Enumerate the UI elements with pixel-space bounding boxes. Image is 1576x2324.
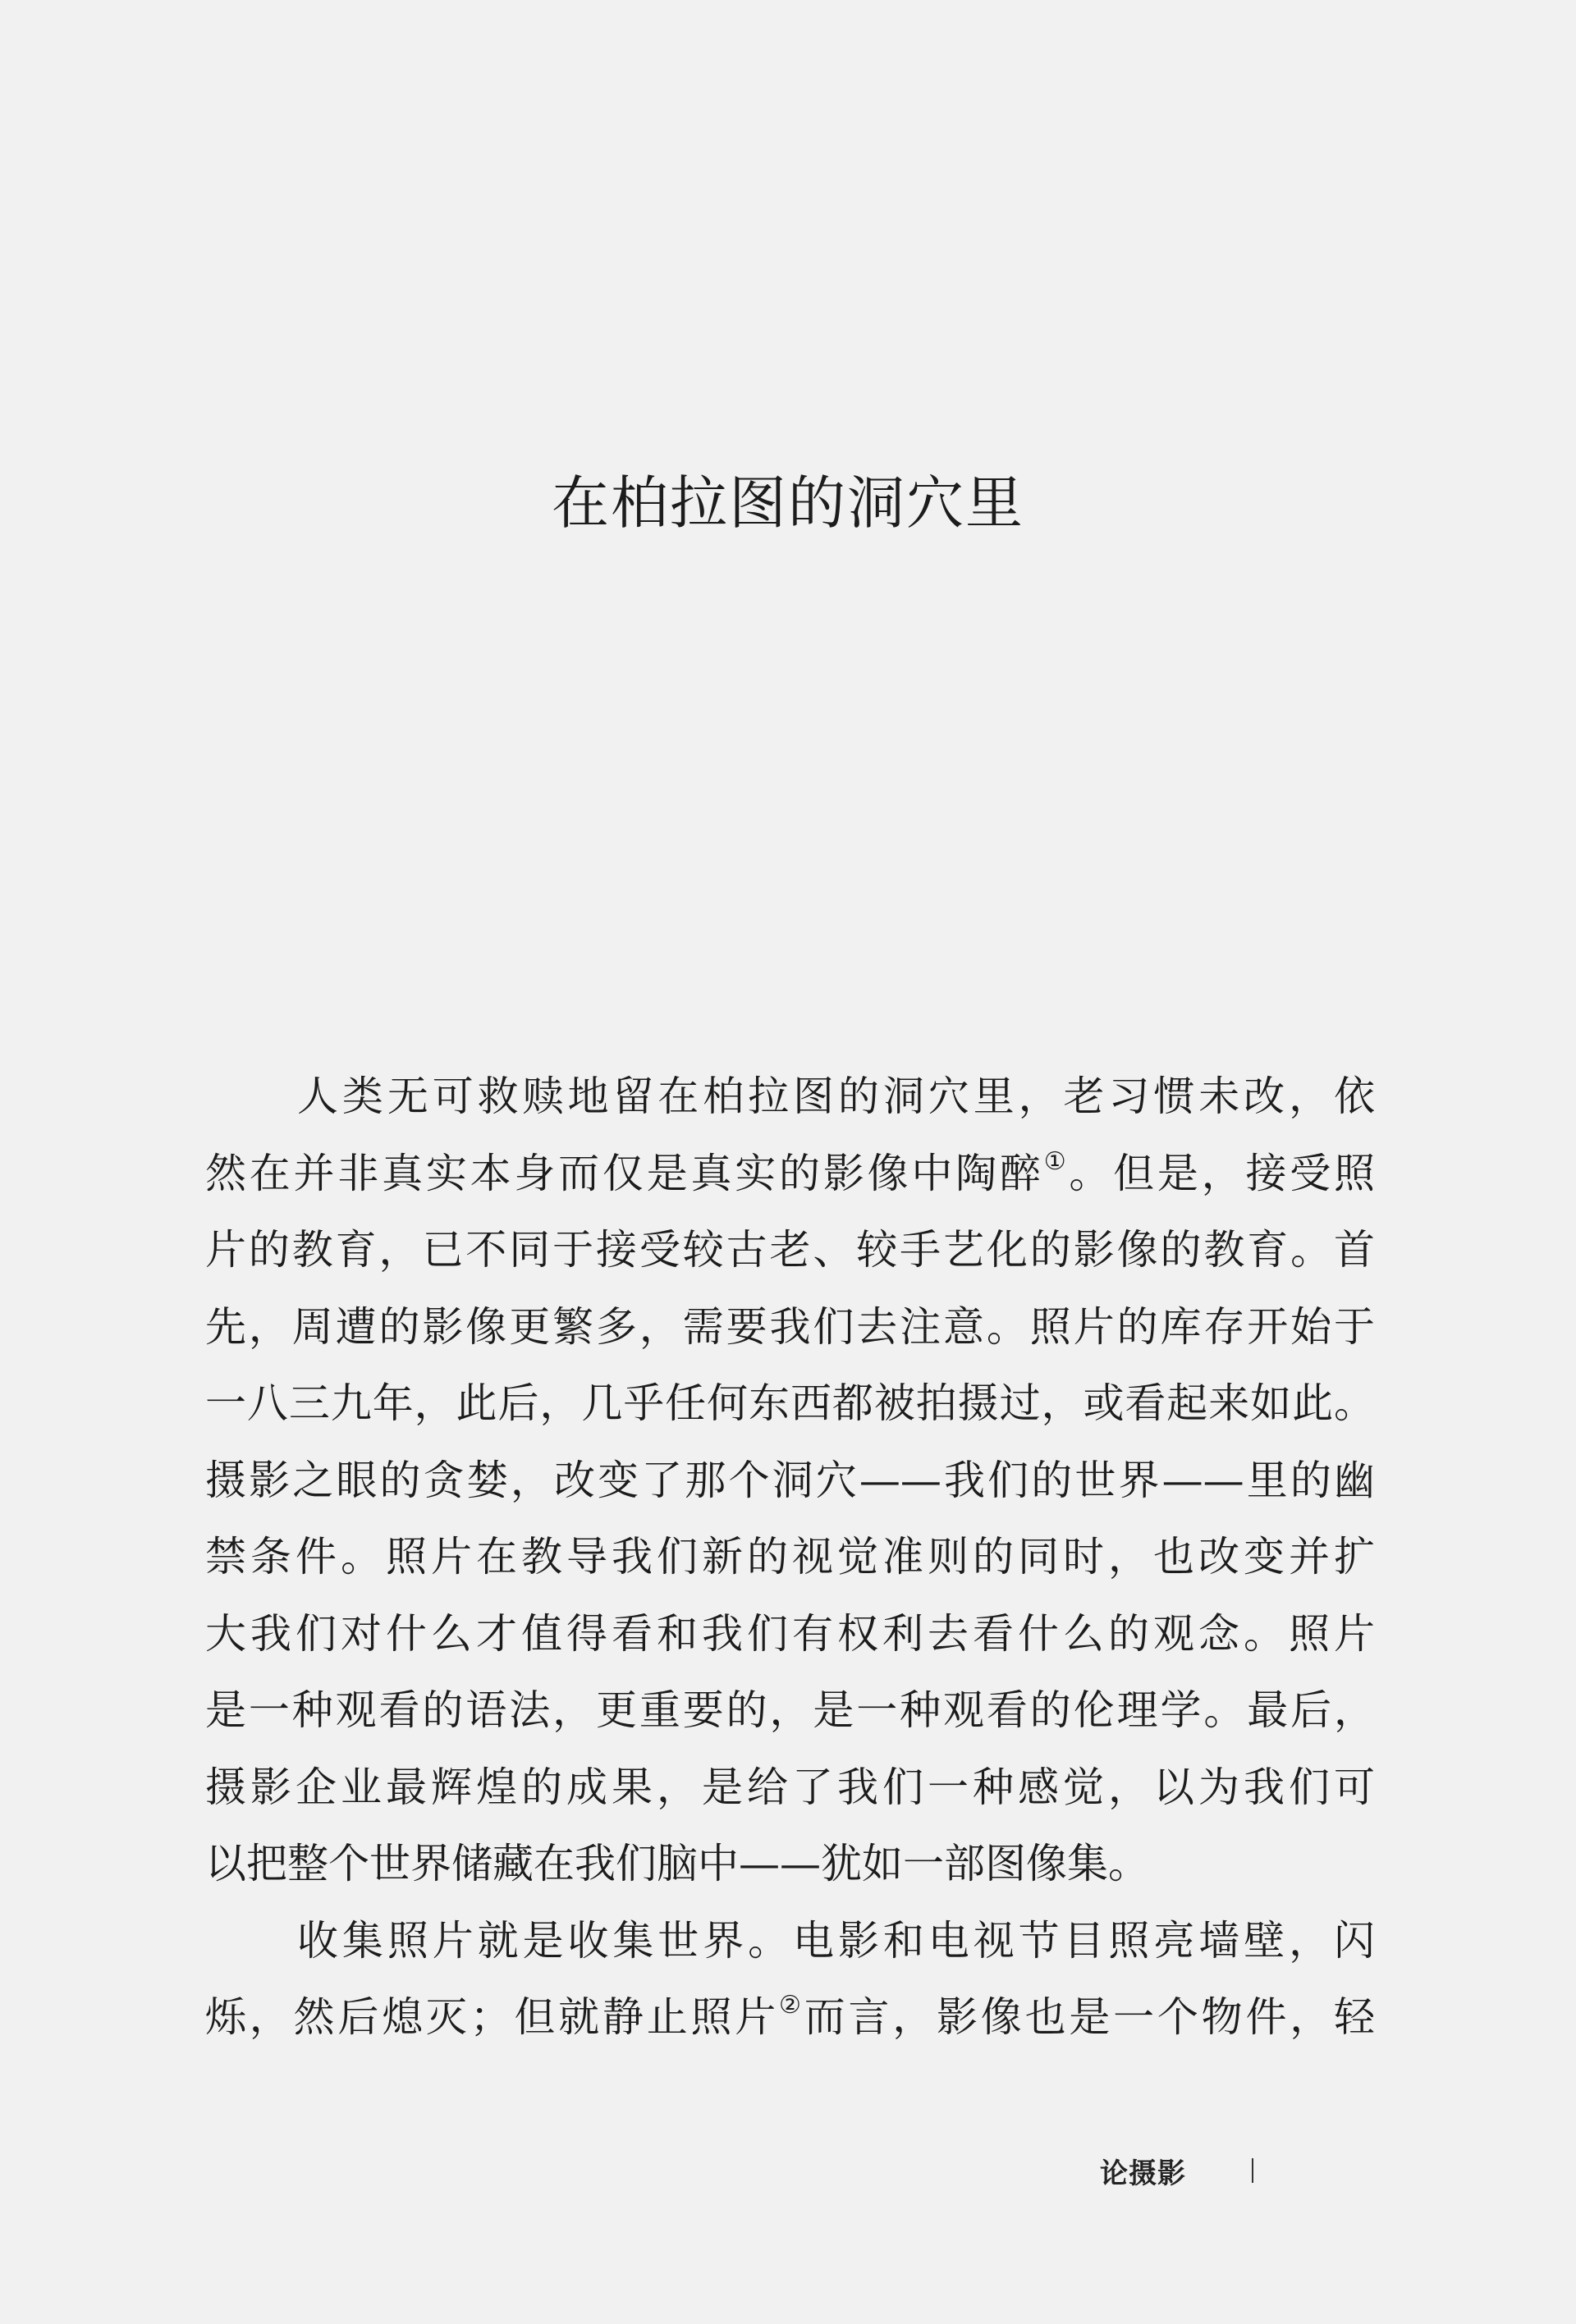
page-footer	[1100, 2146, 1253, 2195]
text-line: 摄影之眼的贪婪，改变了那个洞穴——我们的世界——里的幽	[205, 1456, 1375, 1504]
text-line: 人类无可救赎地留在柏拉图的洞穴里，老习惯未改，依	[297, 1073, 1375, 1120]
text-line: 禁条件。照片在教导我们新的视觉准则的同时，也改变并扩	[205, 1533, 1375, 1581]
text-line: 大我们对什么才值得看和我们有权利去看什么的观念。照片	[205, 1609, 1375, 1658]
text-line: 片的教育，已不同于接受较古老、较手艺化的影像的教育。首	[205, 1226, 1375, 1274]
footer-divider	[1252, 2158, 1253, 2183]
footnote-ref[interactable]: ①	[1043, 1146, 1070, 1176]
text-line: 是一种观看的语法，更重要的，是一种观看的伦理学。最后，	[205, 1686, 1375, 1734]
text-line: 然在并非真实本身而仅是真实的影像中陶醉①。但是，接受照	[205, 1146, 1375, 1197]
text-line: 一八三九年，此后，几乎任何东西都被拍摄过，或看起来如此。	[205, 1379, 1375, 1427]
running-footer-title: 论摄影	[1100, 2157, 1186, 2190]
text-line: 烁，然后熄灭；但就静止照片②而言，影像也是一个物件，轻	[205, 1991, 1375, 2041]
chapter-title: 在柏拉图的洞穴里	[552, 469, 1024, 537]
text-line: 先，周遭的影像更繁多，需要我们去注意。照片的库存开始于	[205, 1302, 1375, 1351]
text-line: 以把整个世界储藏在我们脑中——犹如一部图像集。	[205, 1840, 1149, 1887]
body-text	[205, 1059, 1375, 2056]
text-line: 摄影企业最辉煌的成果，是给了我们一种感觉，以为我们可	[205, 1763, 1375, 1811]
text-line: 收集照片就是收集世界。电影和电视节目照亮墙壁，闪	[297, 1916, 1375, 1965]
footnote-ref[interactable]: ②	[779, 1991, 804, 2020]
